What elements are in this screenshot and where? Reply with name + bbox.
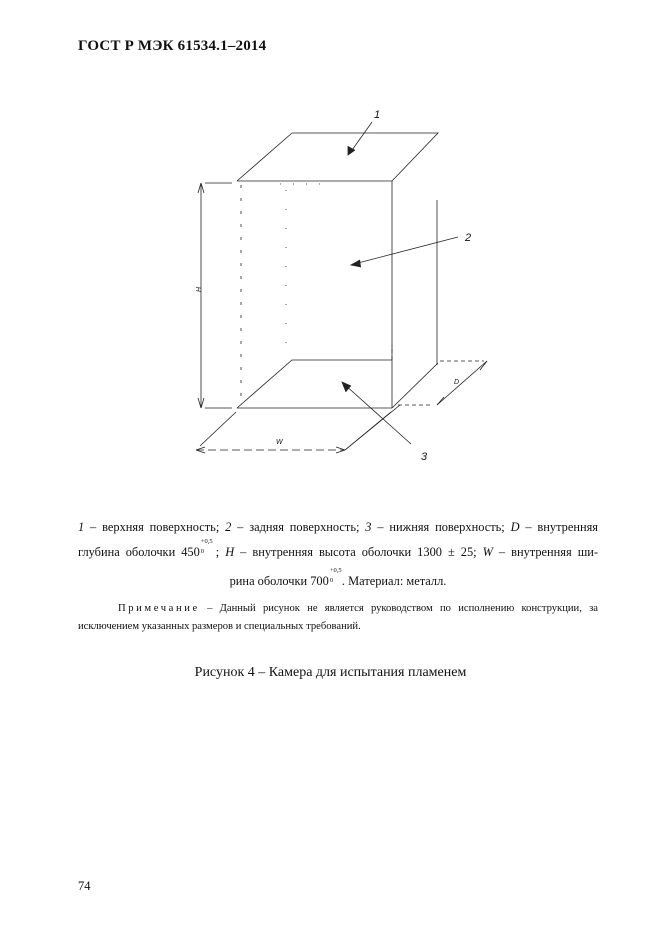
label-W: W xyxy=(276,439,283,446)
bottom-surface-outline xyxy=(237,360,392,408)
figure-legend-line-3: рина оболочки 700 +0,5 0 . Материал: металл. xyxy=(229,567,447,588)
figure-note xyxy=(78,600,598,636)
label-D: D xyxy=(454,379,460,386)
width-tolerance: +0,5 0 xyxy=(329,567,342,584)
figure-title: Рисунок 4 – Камера для испытания пламенем xyxy=(194,665,467,680)
label-2: 2 xyxy=(465,232,472,244)
page-number: 74 xyxy=(78,879,91,893)
figure-legend-line-2: глубина оболочки 450 +0,5 0 ; H – внутренняя высота оболочки 1300 ± 25; W – внутренняя ши- xyxy=(78,538,598,559)
label-H: H xyxy=(196,286,203,292)
label-3: 3 xyxy=(421,451,428,463)
leader-3 xyxy=(344,384,411,444)
top-surface-outline xyxy=(237,133,438,181)
note-text: – Данный рисунок не является руководством по исполнению конструкции, за исключением указанных размеров и специальных требований. xyxy=(78,603,598,632)
depth-dimension-line xyxy=(437,361,487,405)
document-header: ГОСТ Р МЭК 61534.1–2014 xyxy=(78,38,267,54)
leader-2 xyxy=(354,237,458,264)
leader-1 xyxy=(350,122,372,153)
depth-tolerance: +0,5 0 xyxy=(200,538,213,555)
note-label: Примечание xyxy=(118,603,200,614)
label-1: 1 xyxy=(374,109,381,121)
figure-legend-line-1: 1 – верхняя поверхность; 2 – задняя поверхность; 3 – нижняя поверхность; D – внутренняя xyxy=(78,520,599,534)
